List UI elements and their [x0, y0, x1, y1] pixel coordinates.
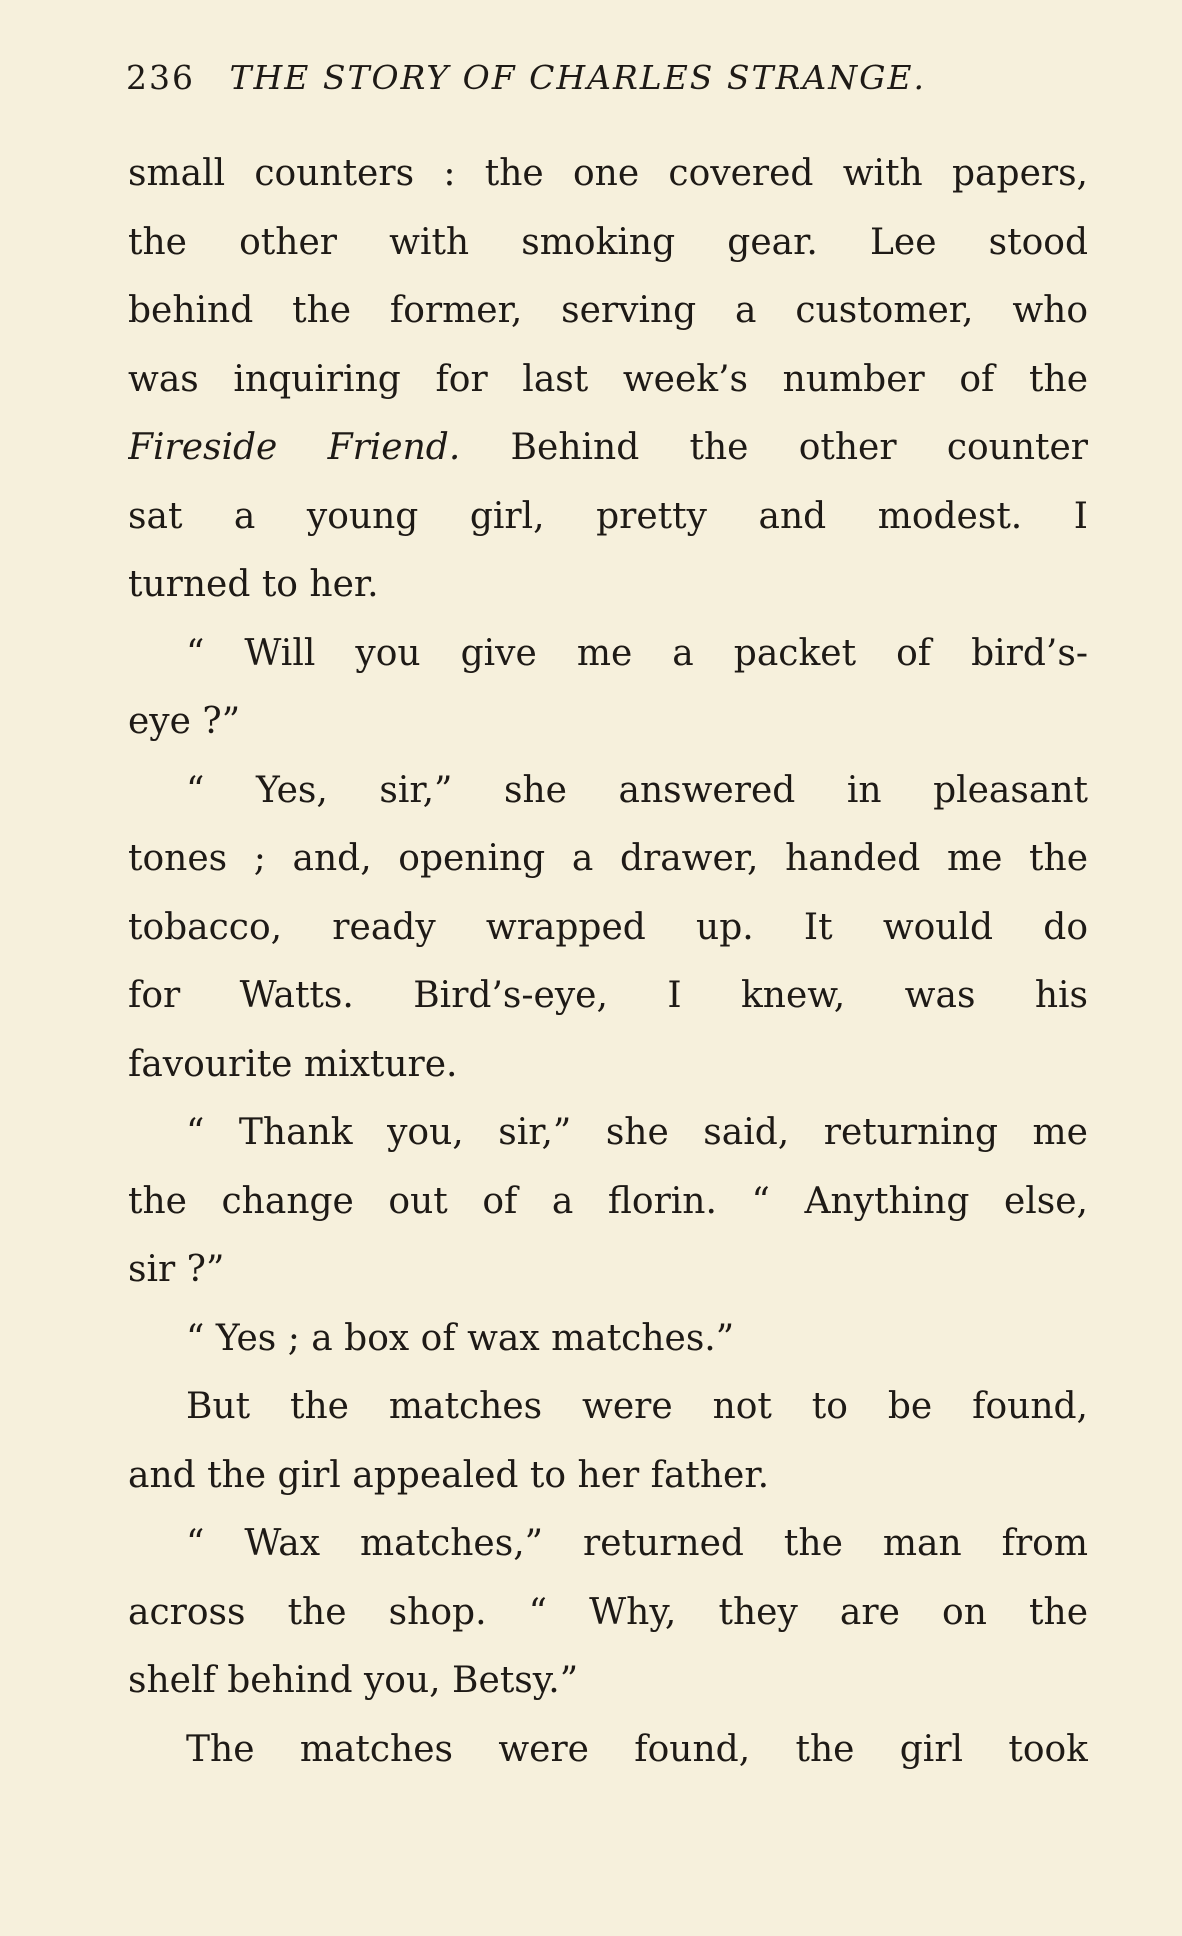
- italic-title: Fireside Friend.: [128, 427, 461, 468]
- text-line-content: “ Wax matches,” returned the man from: [186, 1523, 1088, 1564]
- text-line-content: across the shop. “ Why, they are on the: [128, 1591, 1088, 1633]
- text-line: [128, 962, 1088, 1031]
- text-line: [128, 825, 1088, 894]
- text-line: [128, 140, 1088, 209]
- text-line-content: eye ?”: [128, 701, 241, 742]
- text-line-content: “ Thank you, sir,” she said, returning me: [186, 1112, 1088, 1153]
- text-line-content: favourite mixture.: [128, 1043, 458, 1085]
- text-line-content: sir ?”: [128, 1249, 225, 1290]
- text-line-content: was inquiring for last week’s number of the: [128, 358, 1088, 400]
- text-line: [128, 1510, 1088, 1579]
- text-line: [128, 346, 1088, 415]
- text-line: [128, 1236, 1088, 1305]
- text-line-content: tobacco, ready wrapped up. It would do: [128, 906, 1088, 948]
- text-line: [128, 1305, 1088, 1374]
- text-line: [128, 483, 1088, 552]
- page-number: 236: [126, 58, 195, 97]
- text-line: [128, 277, 1088, 346]
- text-line-content: and the girl appealed to her father.: [128, 1454, 770, 1496]
- text-line-content: behind the former, serving a customer, who: [128, 290, 1088, 331]
- body-text: [128, 140, 1088, 1784]
- running-title: THE STORY OF CHARLES STRANGE.: [229, 58, 927, 97]
- running-header: [126, 58, 926, 97]
- text-line-content: shelf behind you, Betsy.”: [128, 1660, 579, 1701]
- text-line-content: “ Will you give me a packet of bird’s-: [186, 632, 1088, 674]
- text-line-content: Behind the other counter: [460, 427, 1088, 468]
- text-line-content: the other with smoking gear. Lee stood: [128, 221, 1088, 263]
- text-line: [128, 1168, 1088, 1237]
- text-line: [128, 620, 1088, 689]
- text-line: [128, 757, 1088, 826]
- text-line: [128, 1716, 1088, 1785]
- text-line-content: for Watts. Bird’s-eye, I knew, was his: [128, 975, 1088, 1016]
- text-line-content: turned to her.: [128, 564, 379, 605]
- text-line-content: But the matches were not to be found,: [186, 1386, 1088, 1427]
- text-line: [128, 1099, 1088, 1168]
- text-line-content: “ Yes ; a box of wax matches.”: [186, 1317, 735, 1359]
- text-line: [128, 1647, 1088, 1716]
- text-line-content: small counters : the one covered with papers,: [128, 153, 1088, 194]
- text-line-content: tones ; and, opening a drawer, handed me the: [128, 838, 1088, 879]
- text-line: [128, 551, 1088, 620]
- text-line: [128, 1373, 1088, 1442]
- text-line: [128, 688, 1088, 757]
- text-line: [128, 1031, 1088, 1100]
- text-line: [128, 414, 1088, 483]
- text-line-content: “ Yes, sir,” she answered in pleasant: [186, 769, 1088, 811]
- text-line: [128, 1442, 1088, 1511]
- text-line: [128, 209, 1088, 278]
- text-line: [128, 1579, 1088, 1648]
- text-line-content: The matches were found, the girl took: [186, 1728, 1088, 1770]
- text-line-content: sat a young girl, pretty and modest. I: [128, 495, 1088, 537]
- text-line: [128, 894, 1088, 963]
- text-line-content: the change out of a florin. “ Anything else,: [128, 1180, 1088, 1222]
